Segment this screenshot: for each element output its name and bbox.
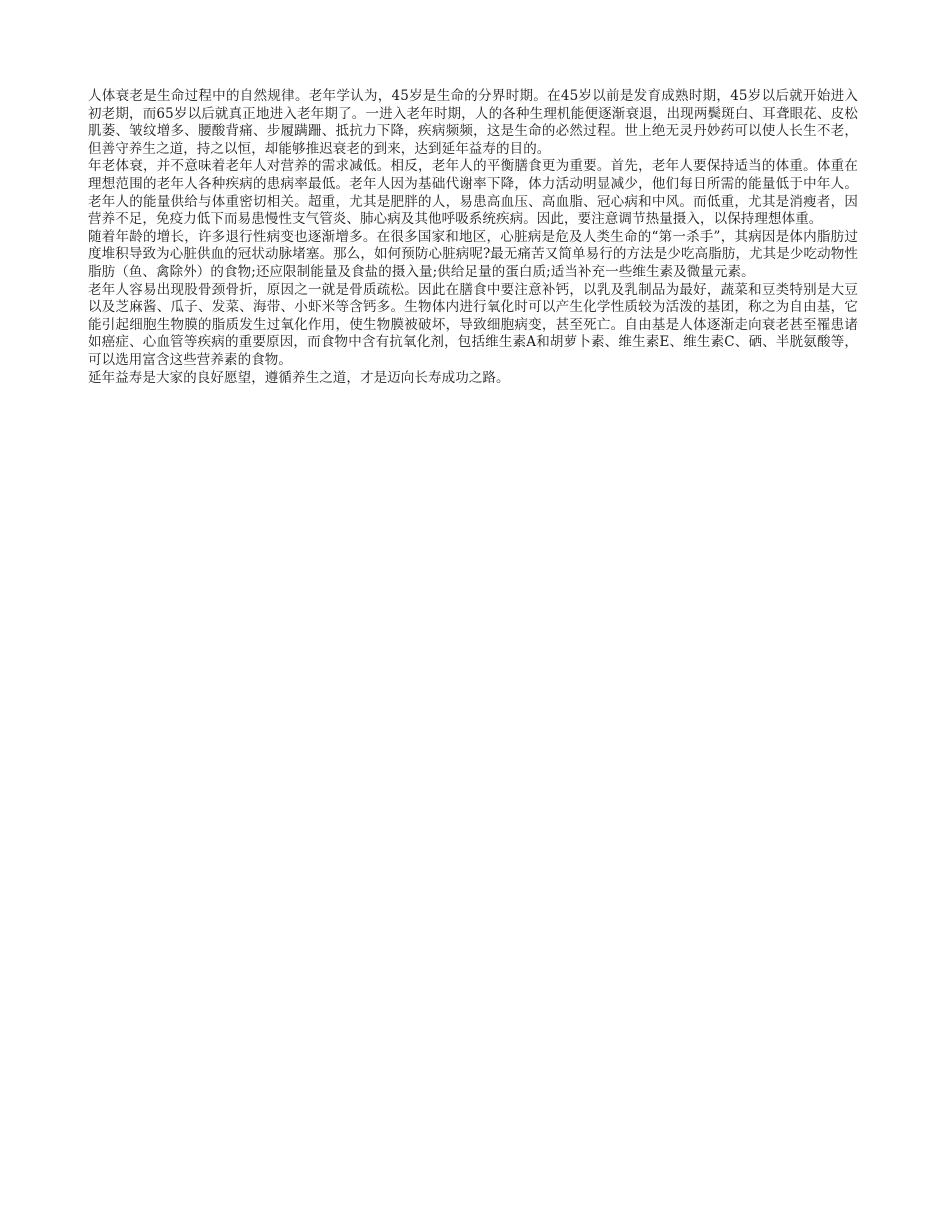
paragraph-aging-intro: 人体衰老是生命过程中的自然规律。老年学认为，45岁是生命的分界时期。在45岁以前是发育成熟时期，45岁以后就开始进入初老期，而65岁以后就真正地进入老年期了。一进入老年时期，人的各种生理机能便逐渐衰退，出现两鬓斑白、耳聋眼花、皮松肌萎、皱纹增多、腰酸背痛、步履蹒跚、抵抗力下降，疾病频频，这是生命的必然过程。世上绝无灵丹妙药可以使人长生不老，但善守养生之道，持之以恒，却能够推迟衰老的到来，达到延年益寿的目的。 (88, 88, 858, 157)
paragraph-body-weight: 年老体衰，并不意味着老年人对营养的需求减低。相反，老年人的平衡膳食更为重要。首先，老年人要保持适当的体重。体重在理想范围的老年人各种疾病的患病率最低。老年人因为基础代谢率下降，体力活动明显减少，他们每日所需的能量低于中年人。老年人的能量供给与体重密切相关。超重，尤其是肥胖的人，易患高血压、高血脂、冠心病和中风。而低重，尤其是消瘦者，因营养不足，免疫力低下而易患慢性支气管炎、肺心病及其他呼吸系统疾病。因此，要注意调节热量摄入，以保持理想体重。 (88, 158, 858, 228)
paragraph-conclusion: 延年益寿是大家的良好愿望，遵循养生之道，才是迈向长寿成功之路。 (88, 369, 510, 386)
paragraph-heart-disease: 随着年龄的增长，许多退行性病变也逐渐增多。在很多国家和地区，心脏病是危及人类生命的“第一杀手”，其病因是体内脂肪过度堆积导致为心脏供血的冠状动脉堵塞。那么，如何预防心脏病呢?最无痛苦又简单易行的方法是少吃高脂肪，尤其是少吃动物性脂肪（鱼、禽除外）的食物;还应限制能量及食盐的摄入量;供给足量的蛋白质;适当补充一些维生素及微量元素。 (88, 228, 858, 280)
paragraph-calcium-antioxidants: 老年人容易出现股骨颈骨折，原因之一就是骨质疏松。因此在膳食中要注意补钙，以乳及乳制品为最好，蔬菜和豆类特别是大豆以及芝麻酱、瓜子、发菜、海带、小虾米等含钙多。生物体内进行氧化时可以产生化学性质较为活泼的基团，称之为自由基，它能引起细胞生物膜的脂质发生过氧化作用，使生物膜被破坏，导致细胞病变，甚至死亡。自由基是人体逐渐走向衰老甚至罹患诸如癌症、心血管等疾病的重要原因，而食物中含有抗氧化剂，包括维生素A和胡萝卜素、维生素E、维生素C、硒、半胱氨酸等，可以选用富含这些营养素的食物。 (88, 281, 858, 368)
document-body (88, 88, 858, 387)
